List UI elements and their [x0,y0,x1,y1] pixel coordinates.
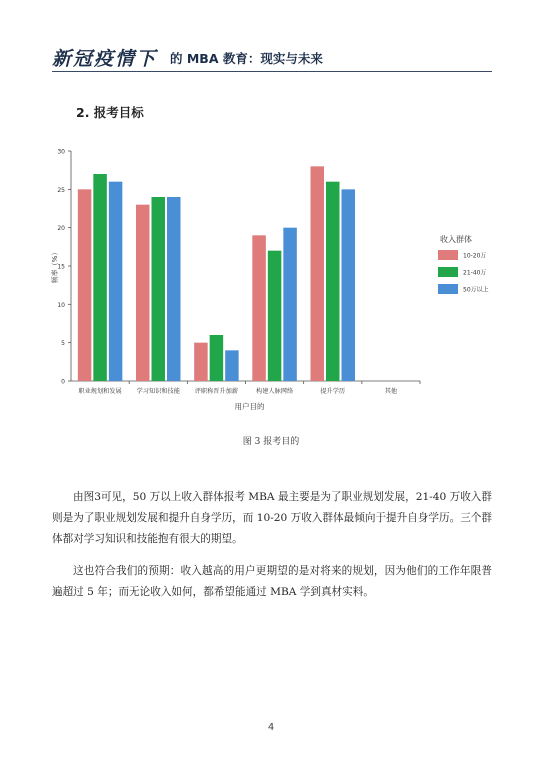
bar-1-series-3 [109,182,123,381]
header-brand: 新冠疫情下 [52,48,158,70]
bar-5-series-1 [311,166,325,381]
legend-title: 收入群体 [440,235,472,244]
legend-swatch-3 [438,284,458,294]
y-tick-label: 30 [57,148,65,156]
section-title: 2. 报考目标 [76,105,144,120]
y-tick-label: 25 [57,186,65,194]
bar-2-series-2 [152,197,166,381]
x-tick-label: 构建人脉网络 [256,388,294,395]
bar-3-series-1 [194,343,208,381]
x-tick-label: 提升学历 [320,388,346,395]
legend-label-2: 21-40万 [463,269,487,277]
bar-4-series-2 [268,251,282,381]
bar-4-series-1 [252,235,265,381]
legend-swatch-1 [438,250,458,260]
bar-2-series-3 [167,197,181,381]
y-axis-title: 频率（%） [51,248,59,284]
x-tick-label: 评职称晋升加薪 [194,388,239,395]
legend-swatch-2 [438,267,458,277]
figure-caption: 图 3 报考目的 [242,437,300,447]
y-tick-label: 20 [57,225,65,233]
bar-1-series-1 [78,189,92,381]
bar-5-series-3 [342,189,356,381]
x-tick-label: 职业规划和发展 [78,388,122,395]
header-subtitle: 的 MBA 教育：现实与未来 [170,51,323,66]
x-axis-title: 用户目的 [234,402,265,411]
y-tick-label: 10 [57,301,65,309]
bar-3-series-2 [210,335,224,381]
x-tick-label: 其他 [384,388,398,395]
y-tick-label: 0 [61,378,65,386]
body-paragraph-2: 这也符合我们的预期：收入越高的用户更期望的是对将来的规划，因为他们的工作年限普遍超过 5 年；而无论收入如何，都希望能通过 MBA 学到真材实料。 [52,564,492,598]
legend-label-1: 10-20万 [463,252,487,260]
x-tick-label: 学习知识和技能 [136,388,180,395]
legend-label-3: 50万以上 [463,286,489,294]
y-tick-label: 5 [61,340,65,348]
bar-4-series-3 [283,228,297,381]
y-tick-label: 15 [57,263,65,271]
bar-3-series-3 [225,350,239,381]
bar-1-series-2 [93,174,107,381]
bar-5-series-2 [326,182,340,381]
page-number: 4 [267,722,275,733]
body-paragraph-1: 由图3可见，50 万以上收入群体报考 MBA 最主要是为了职业规划发展，21-40 万收入群则是为了职业规划发展和提升自身学历，而 10-20 万收入群体最倾向于提升自身学历。三个群体都对学习知识和技能抱有很大的期望。 [52,490,492,545]
bar-2-series-1 [136,205,150,381]
